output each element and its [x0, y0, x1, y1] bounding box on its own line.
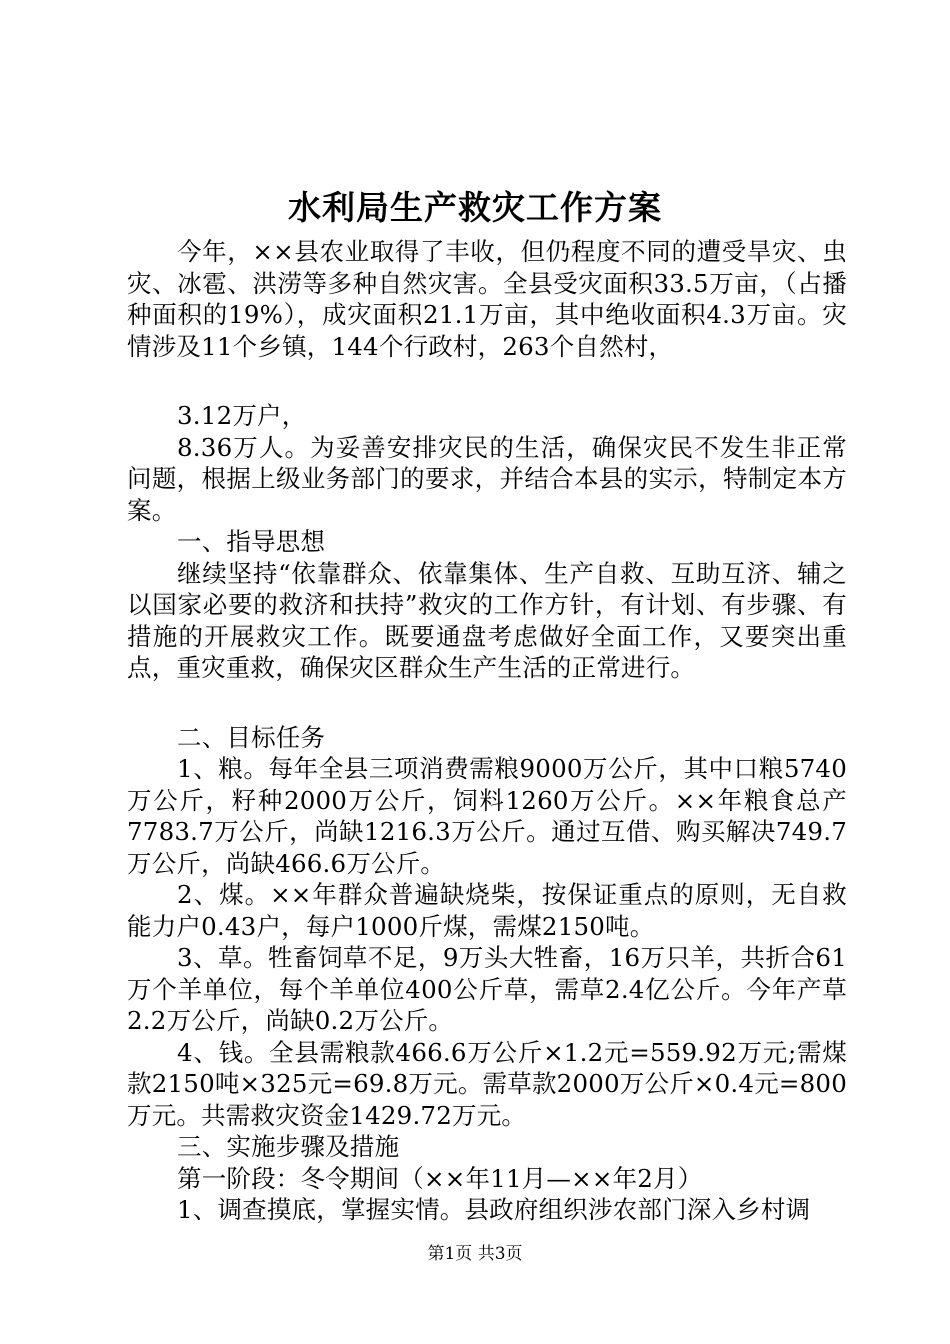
paragraph-money: 4、钱。全县需粮款466.6万公斤×1.2元=559.92万元;需煤款2150吨×325元=69.8万元。需草款2000万公斤×0.4元=800万元。共需救灾资金1429.72万元。 — [127, 1037, 847, 1130]
page-footer: 第1页 共3页 — [427, 1244, 523, 1264]
paragraph-first-stage: 第一阶段：冬令期间（××年11月—××年2月） — [177, 1163, 703, 1193]
paragraph-population: 8.36万人。为妥善安排灾民的生活，确保灾民不发生非正常问题，根据上级业务部门的要求，并结合本县的实示，特制定本方案。 — [127, 432, 847, 525]
section-heading-steps-measures: 三、实施步骤及措施 — [177, 1132, 400, 1161]
paragraph-grain: 1、粮。每年全县三项消费需粮9000万公斤，其中口粮5740万公斤，籽种2000万公斤，饲料1260万公斤。××年粮食总产7783.7万公斤，尚缺1216.3万公斤。通过互借、购买解决749.7万公斤，尚缺466.6万公斤。 — [127, 754, 847, 878]
paragraph-investigation: 1、调查摸底，掌握实情。县政府组织涉农部门深入乡村调 — [177, 1195, 811, 1224]
paragraph-guiding-thought: 继续坚持“依靠群众、依靠集体、生产自救、互助互济、辅之以国家必要的救济和扶持”救灾的工作方针，有计划、有步骤、有措施的开展救灾工作。既要通盘考虑做好全面工作，又要突出重点，重灾重救，确保灾区群众生产生活的正常进行。 — [127, 558, 847, 682]
paragraph-grass: 3、草。牲畜饲草不足，9万头大牲畜，16万只羊，共折合61万个羊单位，每个羊单位400公斤草，需草2.4亿公斤。今年产草2.2万公斤，尚缺0.2万公斤。 — [127, 943, 847, 1035]
document-title: 水利局生产救灾工作方案 — [288, 188, 662, 227]
section-heading-target-tasks: 二、目标任务 — [177, 722, 326, 752]
section-heading-guiding-thought: 一、指导思想 — [177, 527, 326, 556]
paragraph-coal: 2、煤。××年群众普遍缺烧柴，按保证重点的原则，无自救能力户0.43户，每户1000斤煤，需煤2150吨。 — [127, 880, 847, 941]
document-body — [127, 236, 847, 1226]
paragraph-households: 3.12万户， — [177, 401, 307, 430]
paragraph-intro: 今年，××县农业取得了丰收，但仍程度不同的遭受旱灾、虫灾、冰雹、洪涝等多种自然灾害。全县受灾面积33.5万亩，（占播种面积的19%），成灾面积21.1万亩，其中绝收面积4.3万亩。灾情涉及11个乡镇，144个行政村，263个自然村， — [127, 237, 847, 361]
